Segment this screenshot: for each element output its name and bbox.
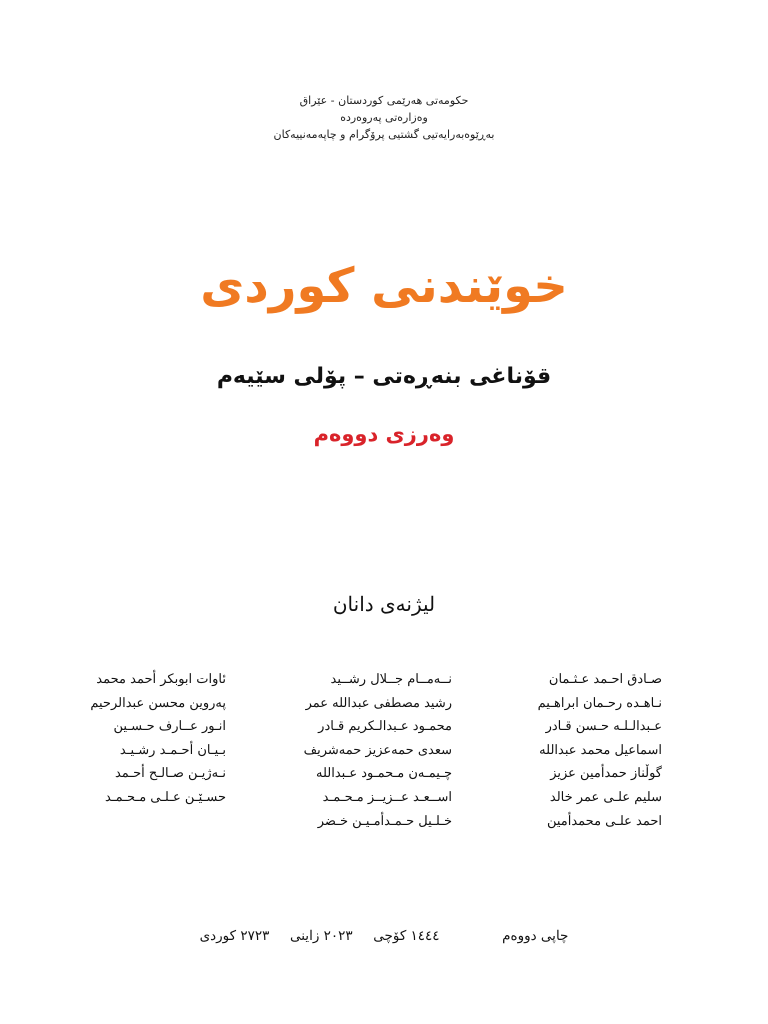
author-name: نـاهـده رحـمان ابراهـيم: [537, 695, 662, 711]
committee-names: [82, 668, 662, 838]
author-name: خـلـیل حـمـدأمـیـن خـضر: [317, 813, 452, 829]
author-name: پەروین محسن عبدالرحيم: [90, 695, 226, 711]
author-name: انـور عــارف حـسـين: [113, 719, 226, 735]
ministry-header: [0, 92, 768, 143]
committee-heading: لیژنەی دانان: [332, 592, 436, 616]
edition-line: [0, 928, 768, 944]
author-name: سعدی حمەعزيز حمەشريف: [303, 742, 452, 758]
author-name: بـيـان أحـمـد رشـيـد: [119, 742, 226, 758]
author-name: عـبدالـلـه حـسن قـادر: [545, 719, 662, 735]
edition-label: چاپی دووەم: [502, 928, 569, 944]
author-name: رشيد مصطفى عبدالله عمر: [305, 695, 452, 711]
author-name: گوڵناز حمدأمین عزیز: [550, 766, 662, 782]
author-name: ئاوات ابوبكر أحمد محمد: [96, 672, 226, 687]
book-part-label: وەرزی دووەم: [313, 422, 455, 446]
author-name: سلیم علـی عمر خالد: [549, 789, 662, 805]
author-name: صـادق احـمد عـثـمان: [548, 672, 662, 687]
author-name: نــەمــام جــلال رشــيد: [330, 672, 452, 687]
edition-year-hijri: ١٤٤٤ كۆچی: [373, 928, 440, 944]
names-column-middle: [282, 668, 452, 833]
author-name: چـیمـەن مـحمـود عـبدالله: [315, 766, 452, 782]
names-column-left: [76, 668, 226, 810]
author-name: محمـود عـبدالـكريم قـادر: [318, 719, 452, 735]
author-name: اسماعيل محمد عبدالله: [539, 742, 662, 758]
book-subtitle: قۆناغی بنەڕەتی – پۆلی سێیەم: [216, 364, 552, 389]
author-name: حسـێـن عـلـی مـحـمـد: [105, 789, 226, 805]
edition-year-gregorian: ٢٠٢٣ زاینی: [289, 928, 353, 944]
author-name: اســعـد عــزیــز مـحـمـد: [322, 789, 452, 805]
names-column-right: [502, 668, 662, 833]
author-name: احمد علـی محمدأمین: [546, 813, 662, 829]
header-line-directorate: بەڕێوەبەرایەتیی گشتیی پرۆگرام و چاپەمەنییەکان: [273, 128, 495, 141]
header-line-ministry: وەزارەتی پەروەردە: [340, 111, 428, 124]
edition-year-kurdish: ٢٧٢٣ كوردی: [199, 928, 270, 944]
header-line-government: حکومەتی هەرێمی کوردستان - عێراق: [299, 94, 469, 107]
author-name: نـەژیـن صـالـح أحـمد: [114, 766, 226, 782]
book-title: خوێندنی کوردی: [200, 258, 568, 314]
